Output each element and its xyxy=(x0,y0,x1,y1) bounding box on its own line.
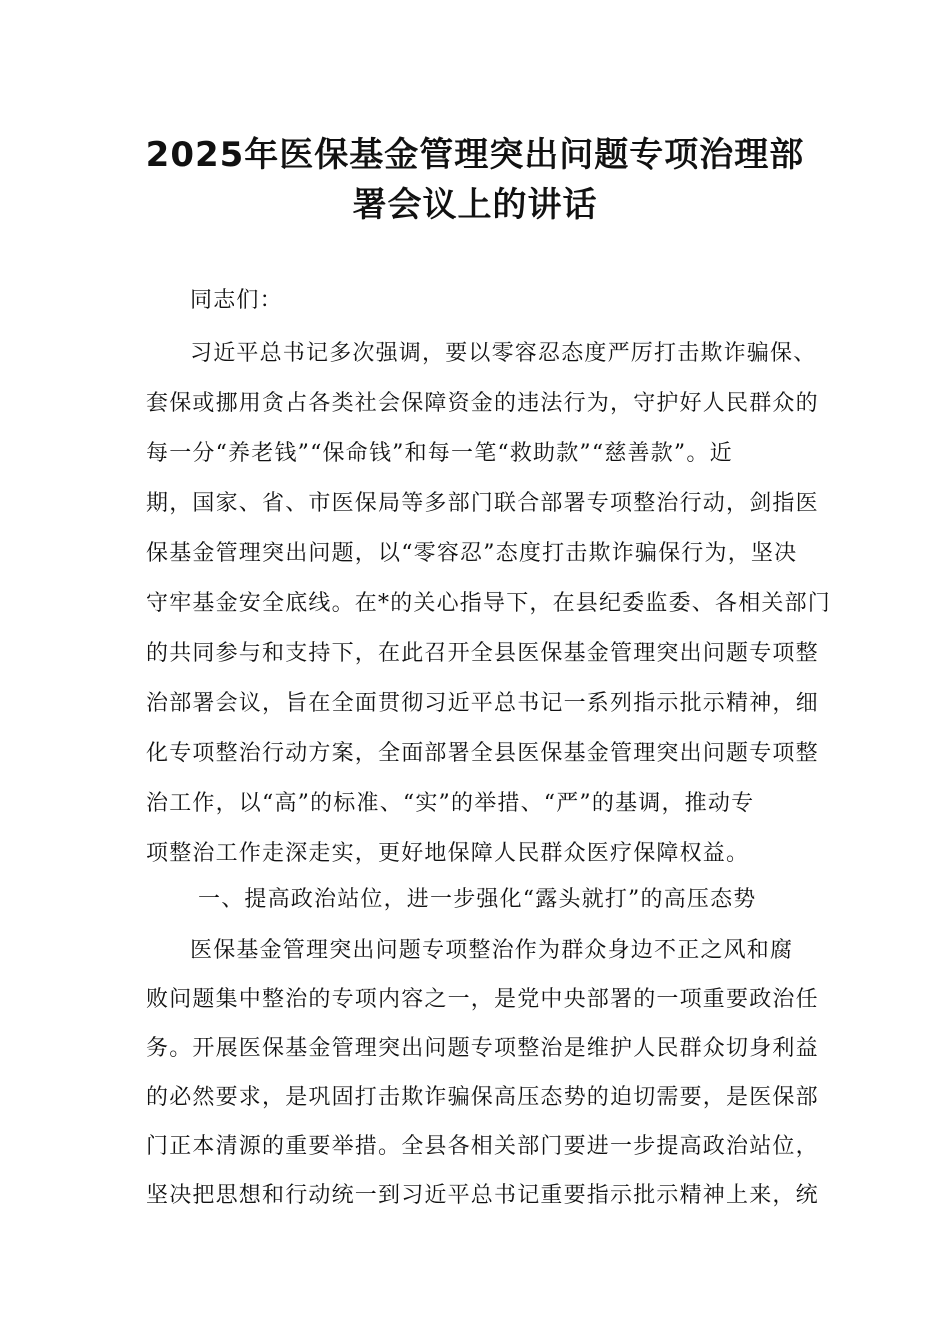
paragraph-2-line: 坚决把思想和行动统一到习近平总书记重要指示批示精神上来，统 xyxy=(146,1183,819,1208)
paragraph-1-line: 套保或挪用贪占各类社会保障资金的违法行为，守护好人民群众的 xyxy=(146,391,819,416)
paragraph-1-line: 每一分“养老钱”“保命钱”和每一笔“救助款”“慈善款”。近 xyxy=(146,441,733,466)
paragraph-2-line: 败问题集中整治的专项内容之一，是党中央部署的一项重要政治任 xyxy=(146,987,819,1012)
paragraph-1-line: 的共同参与和支持下，在此召开全县医保基金管理突出问题专项整 xyxy=(146,641,819,666)
paragraph-1-line: 保基金管理突出问题，以“零容忍”态度打击欺诈骗保行为，坚决 xyxy=(146,541,798,566)
document-title-line-1: 2025年医保基金管理突出问题专项治理部 xyxy=(145,135,805,175)
paragraph-1-line: 化专项整治行动方案，全面部署全县医保基金管理突出问题专项整 xyxy=(146,741,819,766)
paragraph-1-line: 守牢基金安全底线。在*的关心指导下，在县纪委监委、各相关部门 xyxy=(146,591,832,616)
section-1-heading: 一、提高政治站位，进一步强化“露头就打”的高压态势 xyxy=(198,887,757,912)
paragraph-1-line: 习近平总书记多次强调，要以零容忍态度严厉打击欺诈骗保、 xyxy=(190,341,817,366)
document-title-line-2: 署会议上的讲话 xyxy=(352,185,598,225)
paragraph-2-line: 医保基金管理突出问题专项整治作为群众身边不正之风和腐 xyxy=(190,938,794,963)
paragraph-2-line: 门正本清源的重要举措。全县各相关部门要进一步提高政治站位， xyxy=(146,1134,819,1159)
paragraph-2-line: 务。开展医保基金管理突出问题专项整治是维护人民群众切身利益 xyxy=(146,1036,819,1061)
salutation: 同志们： xyxy=(190,288,283,313)
paragraph-2-line: 的必然要求，是巩固打击欺诈骗保高压态势的迫切需要，是医保部 xyxy=(146,1085,819,1110)
paragraph-1-line: 项整治工作走深走实，更好地保障人民群众医疗保障权益。 xyxy=(146,841,750,866)
paragraph-1-line: 期，国家、省、市医保局等多部门联合部署专项整治行动，剑指医 xyxy=(146,491,819,516)
paragraph-1-line: 治工作，以“高”的标准、“实”的举措、“严”的基调，推动专 xyxy=(146,791,755,816)
paragraph-1-line: 治部署会议，旨在全面贯彻习近平总书记一系列指示批示精神，细 xyxy=(146,691,819,716)
